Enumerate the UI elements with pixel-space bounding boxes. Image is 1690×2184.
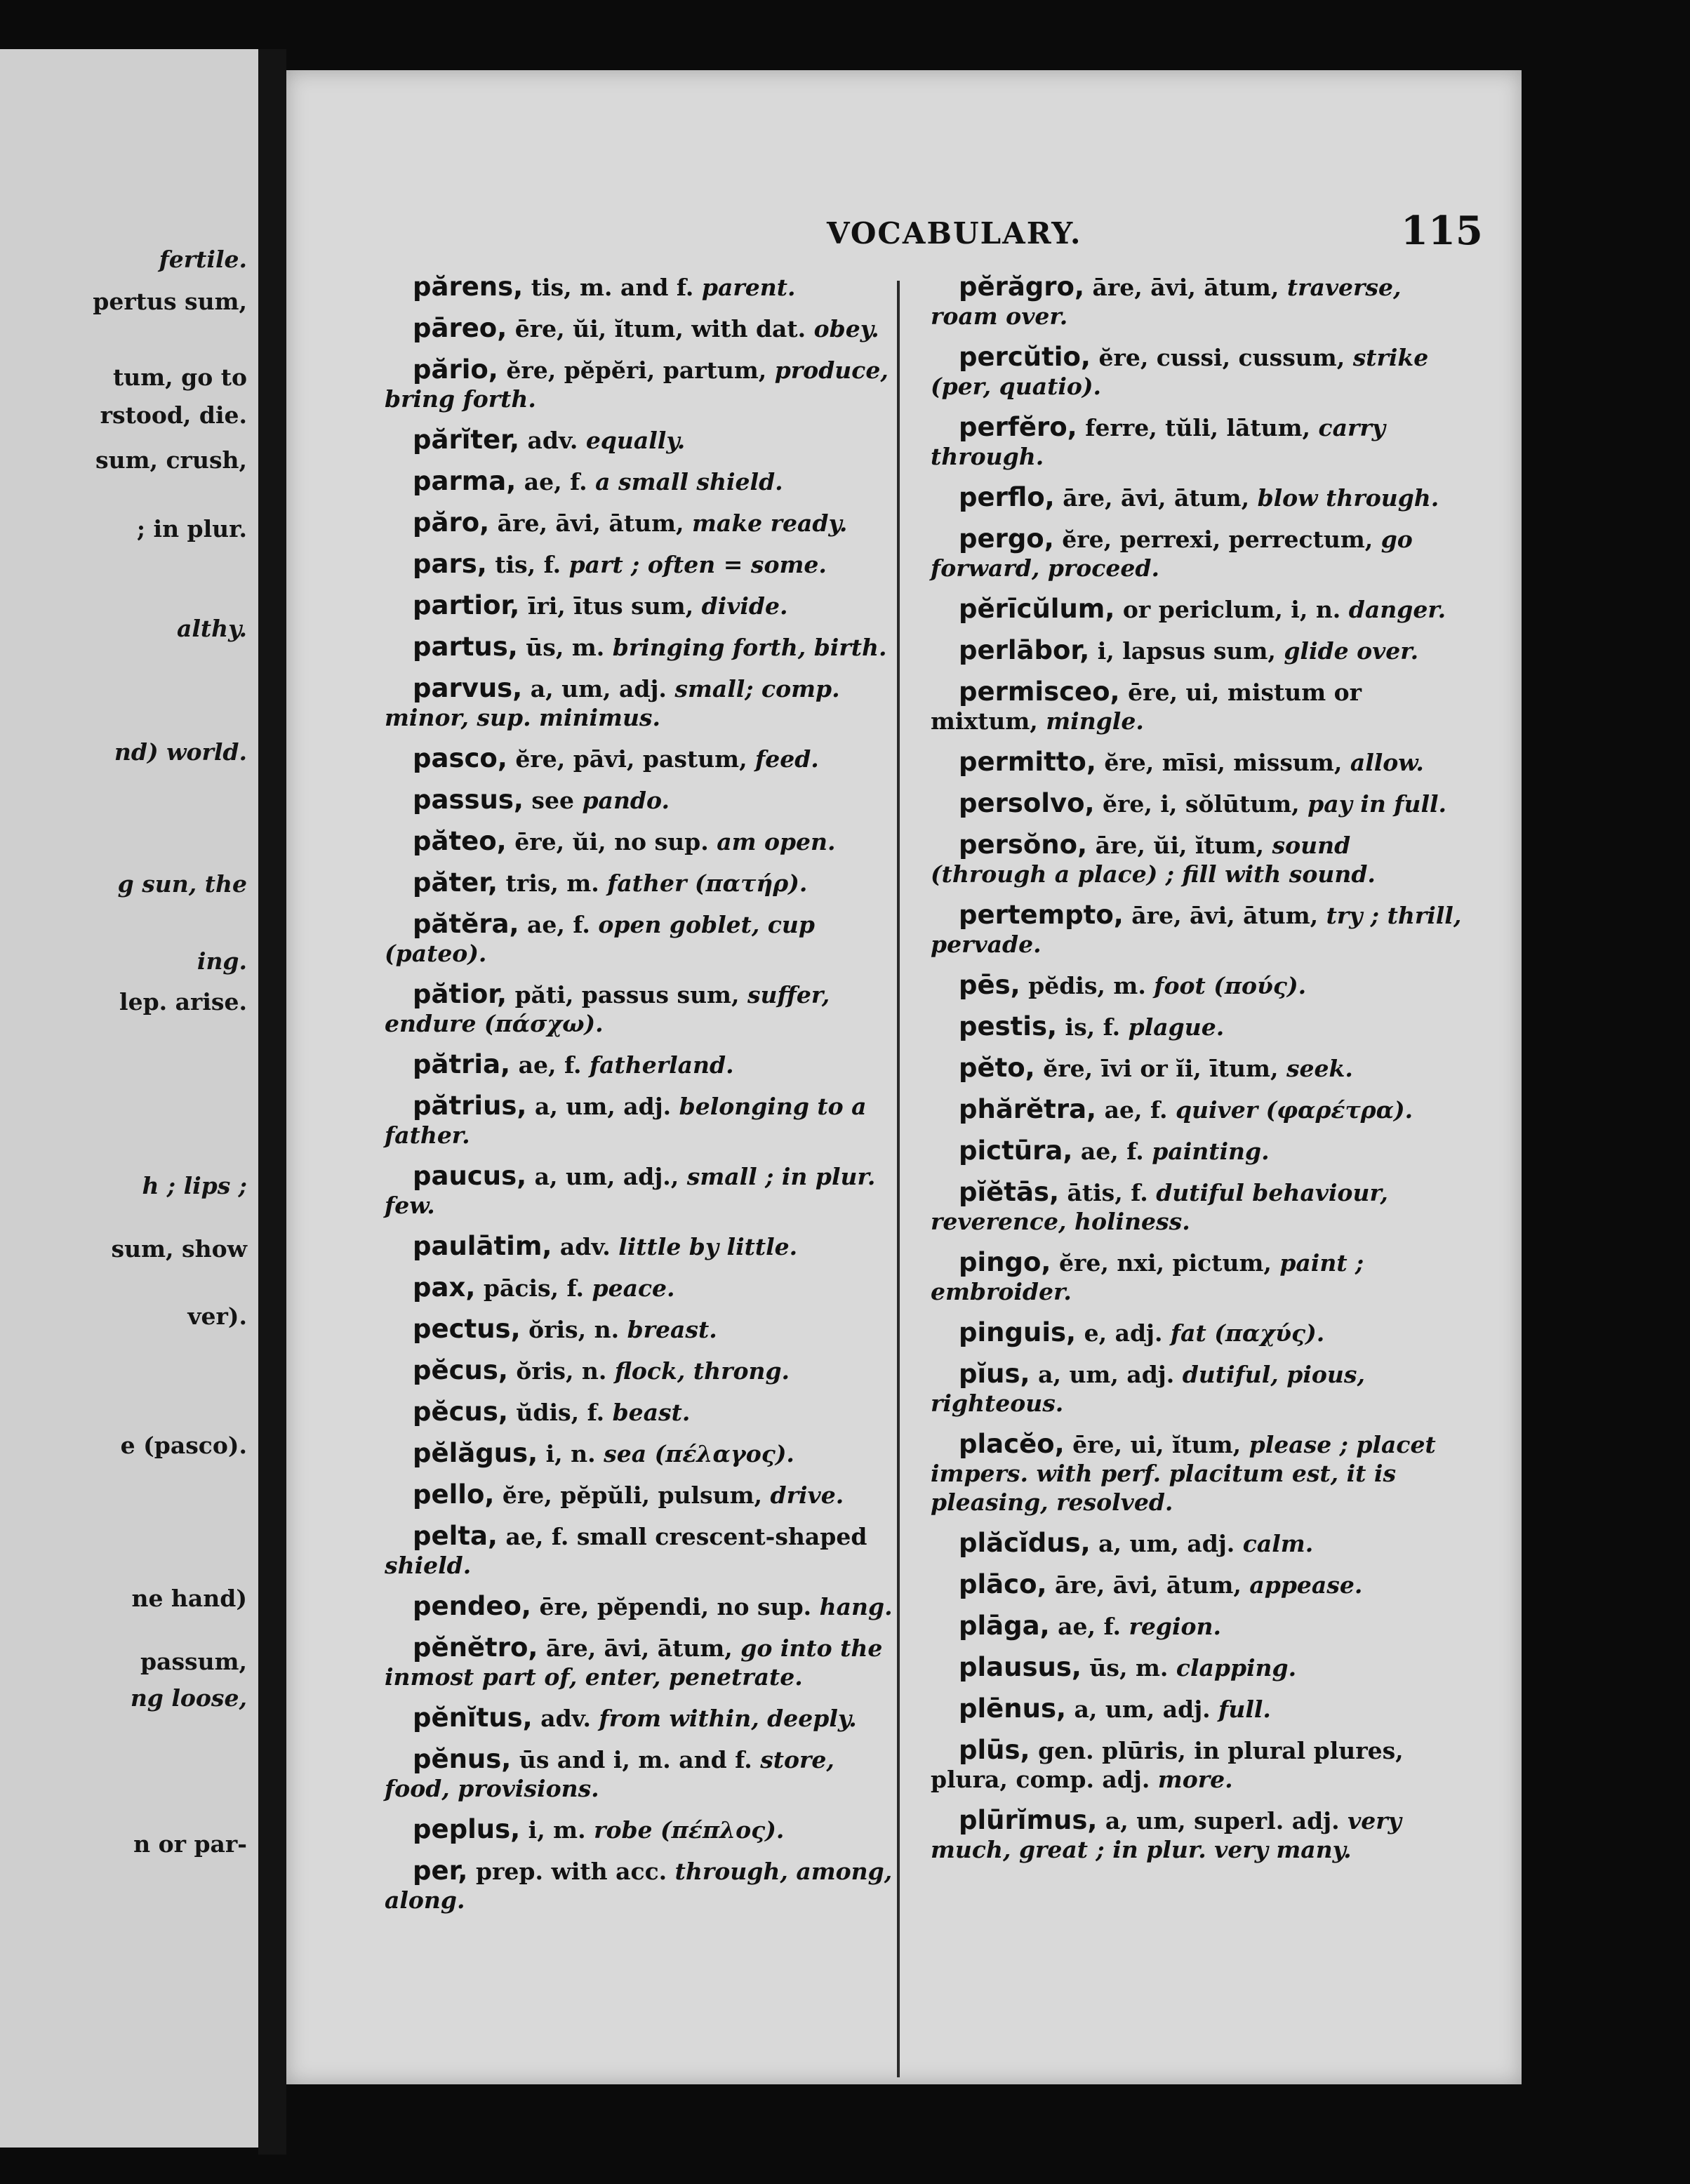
definition: am open. [717, 828, 836, 855]
headword: passus, [413, 785, 524, 815]
headword: păteo, [413, 826, 507, 856]
right-column [931, 272, 1464, 1876]
definition: please ; placet impers. with perf. placitum est, it is pleasing, resolved. [931, 1431, 1436, 1516]
headword: plūs, [959, 1735, 1030, 1765]
headword: pĭus, [959, 1359, 1030, 1389]
grammar-info: ŏris, n. [520, 1316, 627, 1343]
vocab-entry [385, 1273, 904, 1303]
definition: little by little. [618, 1233, 798, 1260]
headword: pĕnĕtro, [413, 1632, 538, 1663]
definition: through, among, along. [385, 1858, 893, 1914]
headword: pectus, [413, 1314, 521, 1344]
grammar-info: tris, m. [498, 870, 608, 897]
definition: belonging to a father. [385, 1093, 867, 1149]
headword: permitto, [959, 747, 1096, 777]
vocab-entry [385, 1397, 904, 1427]
previous-page-text-fragment: ng loose, [130, 1684, 247, 1712]
definition: go forward, proceed. [931, 526, 1413, 582]
grammar-info: ēre, pĕpendi, no sup. [531, 1593, 820, 1620]
previous-page-text-fragment: nd) world. [114, 738, 247, 766]
vocab-entry [931, 1359, 1464, 1418]
grammar-info: ĕre, cussi, cussum, [1090, 344, 1353, 371]
grammar-info: or periclum, i, n. [1115, 596, 1349, 623]
headword: părio, [413, 354, 498, 385]
headword: perflo, [959, 482, 1055, 512]
headword: păter, [413, 867, 498, 898]
headword: peplus, [413, 1814, 521, 1844]
vocab-entry [931, 1095, 1464, 1124]
grammar-info: āre, āvi, ātum, [1123, 902, 1326, 929]
grammar-info: ĕre, īvi or ĭi, ītum, [1034, 1055, 1286, 1082]
headword: pelta, [413, 1521, 498, 1551]
vocab-entry [385, 1856, 904, 1915]
headword: pēs, [959, 970, 1020, 1000]
definition: more. [1157, 1766, 1233, 1793]
grammar-info: ĕre, i, sŏlūtum, [1094, 790, 1308, 818]
headword: parma, [413, 466, 517, 496]
vocab-entry [385, 744, 904, 773]
definition: suffer, endure (πάσχω). [385, 981, 830, 1037]
vocab-entry [931, 636, 1464, 665]
vocab-entry [931, 1430, 1464, 1517]
headword: plāco, [959, 1569, 1047, 1599]
headword: pasco, [413, 743, 507, 773]
definition: try ; thrill, pervade. [931, 902, 1462, 958]
headword: pertempto, [959, 900, 1124, 930]
vocab-entry [385, 1439, 904, 1468]
grammar-info: a, um, adj. [1090, 1530, 1243, 1557]
previous-page-text-fragment: sum, show [111, 1235, 247, 1263]
definition: small; comp. minor, sup. minimus. [385, 675, 840, 731]
vocab-entry [931, 971, 1464, 1000]
definition: fatherland. [589, 1051, 734, 1079]
grammar-info: ūs, m. [517, 634, 613, 661]
grammar-info: āre, āvi, ātum, [489, 510, 693, 537]
headword: partior, [413, 590, 520, 620]
headword: plausus, [959, 1652, 1082, 1682]
grammar-info: ŭdis, f. [507, 1399, 613, 1426]
definition: dutiful behaviour, reverence, holiness. [931, 1179, 1388, 1235]
grammar-info: ĕre, perrexi, perrectum, [1053, 526, 1381, 553]
vocab-entry [931, 1653, 1464, 1682]
grammar-info: ātis, f. [1059, 1179, 1157, 1206]
previous-page-text-fragment: tum, go to [113, 364, 247, 391]
vocab-entry [385, 910, 904, 968]
grammar-info: ĕre, pĕpĕri, partum, [498, 357, 775, 384]
vocab-entry [385, 1314, 904, 1344]
grammar-info: i, lapsus sum, [1089, 637, 1284, 665]
page-edge [1522, 70, 1690, 2084]
headword: permisceo, [959, 677, 1120, 707]
definition: region. [1129, 1613, 1221, 1640]
vocab-entry [385, 272, 904, 302]
previous-page-text-fragment: ing. [197, 947, 247, 975]
vocab-entry [931, 1806, 1464, 1864]
grammar-info: āre, āvi, ātum, [1054, 484, 1258, 512]
page [286, 70, 1522, 2084]
definition: peace. [592, 1274, 675, 1302]
previous-page-text-fragment: ; in plur. [136, 515, 247, 542]
page-number: 115 [1401, 208, 1483, 254]
headword: părens, [413, 272, 524, 302]
running-head: VOCABULARY. [827, 216, 1082, 251]
headword: pĕrăgro, [959, 272, 1085, 302]
headword: pătrius, [413, 1091, 527, 1121]
previous-page-text-fragment: n or par- [133, 1830, 247, 1858]
definition: clapping. [1176, 1654, 1297, 1682]
previous-page-fragment [0, 49, 258, 2148]
headword: pĕrīcŭlum, [959, 594, 1115, 624]
grammar-info: ūs and i, m. and f. [511, 1746, 761, 1773]
previous-page-text-fragment: pertus sum, [93, 288, 247, 315]
definition: pay in full. [1308, 790, 1447, 818]
headword: pendeo, [413, 1591, 531, 1621]
vocab-entry [931, 594, 1464, 624]
headword: pax, [413, 1272, 476, 1303]
vocab-entry [385, 1745, 904, 1803]
vocab-entry [385, 591, 904, 620]
vocab-entry [931, 1529, 1464, 1558]
grammar-info: ae, f. [1072, 1138, 1152, 1165]
grammar-info: āre, āvi, ātum, [1046, 1571, 1250, 1599]
headword: parvus, [413, 673, 523, 703]
previous-page-text-fragment: lep. arise. [119, 988, 247, 1016]
vocab-entry [931, 677, 1464, 735]
headword: pĕcus, [413, 1355, 508, 1385]
grammar-info: is, f. [1057, 1013, 1129, 1041]
headword: pătĕra, [413, 909, 519, 939]
definition: dutiful, pious, righteous. [931, 1361, 1365, 1417]
grammar-info: a, um, superl. adj. [1097, 1807, 1348, 1835]
definition: shield. [385, 1552, 472, 1579]
definition: traverse, roam over. [931, 274, 1402, 330]
definition: from within, deeply. [599, 1705, 857, 1732]
definition: carry through. [931, 414, 1385, 470]
definition: very much, great ; in plur. very many. [931, 1807, 1402, 1863]
headword: pinguis, [959, 1317, 1077, 1347]
previous-page-text-fragment: g sun, the [117, 870, 247, 898]
definition: father (πατήρ). [607, 870, 808, 897]
definition: sea (πέλαγος). [604, 1440, 794, 1467]
vocab-entry [931, 272, 1464, 331]
vocab-entry [931, 524, 1464, 582]
grammar-info: adv. [552, 1233, 619, 1260]
definition: hang. [819, 1593, 893, 1620]
grammar-info: ae, f. [1049, 1613, 1129, 1640]
vocab-entry [385, 508, 904, 538]
vocab-entry [385, 1232, 904, 1261]
vocab-entry [385, 425, 904, 455]
grammar-info: īri, ītus sum, [519, 592, 702, 620]
grammar-info: ēre, ui, ĭtum, [1064, 1431, 1249, 1458]
headword: perlābor, [959, 635, 1090, 665]
headword: plāga, [959, 1611, 1050, 1641]
vocab-entry [385, 1091, 904, 1150]
definition: mingle. [1046, 707, 1144, 735]
headword: pars, [413, 549, 487, 579]
grammar-info: ferre, tŭli, lātum, [1077, 414, 1319, 441]
vocab-entry [385, 827, 904, 856]
vocab-entry [931, 1178, 1464, 1236]
grammar-info: ae, f. [510, 1051, 590, 1079]
definition: bringing forth, birth. [612, 634, 887, 661]
grammar-info: ae, f. [1096, 1096, 1176, 1124]
left-column [385, 272, 904, 1926]
vocab-entry [385, 314, 904, 343]
vocab-entry [385, 1703, 904, 1733]
grammar-info: a, um, adj. [522, 675, 675, 703]
vocab-entry [931, 342, 1464, 401]
headword: pĭĕtās, [959, 1177, 1059, 1207]
vocab-entry [385, 1592, 904, 1621]
vocab-entry [385, 674, 904, 732]
definition: breast. [627, 1316, 717, 1343]
vocab-entry [385, 632, 904, 662]
definition: strike (per, quatio). [931, 344, 1429, 400]
previous-page-text-fragment: h ; lips ; [142, 1172, 247, 1199]
grammar-info: adv. [519, 427, 586, 454]
vocab-entry [931, 1736, 1464, 1794]
definition: paint ; embroider. [931, 1249, 1364, 1305]
grammar-info: e, adj. [1076, 1319, 1171, 1347]
grammar-info: gen. plūris, in plural plures, plura, comp. adj. [931, 1737, 1404, 1793]
vocab-entry [931, 1248, 1464, 1306]
vocab-entry [931, 483, 1464, 512]
vocab-entry [931, 1570, 1464, 1599]
grammar-info: tis, m. and f. [523, 274, 702, 301]
grammar-info: prep. with acc. [467, 1858, 675, 1885]
grammar-info: see [523, 787, 583, 814]
vocab-entry [385, 1050, 904, 1079]
previous-page-text-fragment: e (pasco). [120, 1432, 247, 1459]
headword: pingo, [959, 1247, 1051, 1277]
vocab-entry [385, 1815, 904, 1844]
definition: feed. [755, 745, 819, 773]
definition: open goblet, cup (pateo). [385, 911, 815, 967]
grammar-info: pācis, f. [475, 1274, 592, 1302]
definition: produce, bring forth. [385, 357, 889, 413]
headword: pictūra, [959, 1136, 1073, 1166]
headword: pĕlăgus, [413, 1438, 538, 1468]
vocab-entry [385, 467, 904, 496]
grammar-info: i, m. [520, 1816, 594, 1844]
vocab-entry [385, 1522, 904, 1580]
vocab-entry [931, 1053, 1464, 1083]
headword: phărĕtra, [959, 1094, 1097, 1124]
grammar-info: ŏris, n. [507, 1357, 615, 1385]
grammar-info: āre, ŭi, ĭtum, [1087, 832, 1272, 859]
headword: pĕcus, [413, 1397, 508, 1427]
headword: pāreo, [413, 313, 507, 343]
previous-page-text-fragment: passum, [140, 1648, 247, 1675]
vocab-entry [385, 1633, 904, 1691]
definition: painting. [1152, 1138, 1270, 1165]
grammar-info: pĕdis, m. [1020, 972, 1155, 999]
definition: plague. [1128, 1013, 1225, 1041]
grammar-info: ae, f. [519, 911, 599, 938]
vocab-entry [385, 1356, 904, 1385]
grammar-info: a, um, adj. [526, 1093, 679, 1120]
previous-page-text-fragment: rstood, die. [100, 401, 247, 429]
headword: paulātim, [413, 1231, 552, 1261]
grammar-info: ēre, ŭi, no sup. [506, 828, 717, 855]
definition: divide. [701, 592, 788, 620]
definition: small ; in plur. few. [385, 1163, 876, 1219]
headword: persolvo, [959, 788, 1095, 818]
definition: glide over. [1284, 637, 1419, 665]
headword: per, [413, 1856, 468, 1886]
vocab-entry [931, 1694, 1464, 1724]
previous-page-text-fragment: sum, crush, [95, 446, 247, 474]
vocab-entry [931, 1136, 1464, 1166]
definition: pando. [582, 787, 670, 814]
headword: pătria, [413, 1049, 511, 1079]
headword: pĕnus, [413, 1744, 512, 1774]
definition: danger. [1348, 596, 1446, 623]
grammar-info: āre, āvi, ātum, [538, 1634, 741, 1662]
definition: fat (παχύς). [1170, 1319, 1325, 1347]
headword: pestis, [959, 1011, 1058, 1041]
grammar-info: ĕre, mīsi, missum, [1096, 749, 1350, 776]
headword: părĭter, [413, 425, 520, 455]
definition: parent. [701, 274, 796, 301]
definition: calm. [1242, 1530, 1314, 1557]
previous-page-text-fragment: ne hand) [131, 1585, 247, 1612]
previous-page-text-fragment: fertile. [159, 246, 247, 273]
definition: allow. [1350, 749, 1424, 776]
grammar-info: āre, āvi, ātum, [1084, 274, 1287, 301]
grammar-info: adv. [532, 1705, 599, 1732]
vocab-entry [385, 1480, 904, 1510]
grammar-info: ēre, ui, mistum or mixtum, [931, 679, 1362, 735]
definition: flock, throng. [614, 1357, 790, 1385]
headword: partus, [413, 632, 518, 662]
vocab-entry [385, 550, 904, 579]
grammar-info: tis, f. [486, 551, 569, 578]
definition: a small shield. [595, 468, 783, 495]
vocab-entry [931, 413, 1464, 471]
headword: pătior, [413, 979, 507, 1009]
vocab-entry [385, 1161, 904, 1220]
grammar-info: a, um, adj. [1066, 1696, 1219, 1723]
headword: pĕto, [959, 1053, 1035, 1083]
vocab-entry [931, 1611, 1464, 1641]
headword: perfĕro, [959, 412, 1077, 442]
definition: blow through. [1257, 484, 1439, 512]
definition: sound (through a place) ; fill with sound. [931, 832, 1376, 888]
headword: păro, [413, 507, 490, 538]
definition: quiver (φαρέτρα). [1175, 1096, 1413, 1124]
grammar-info: a, um, adj. [1030, 1361, 1183, 1388]
headword: plăcĭdus, [959, 1528, 1091, 1558]
headword: plēnus, [959, 1693, 1067, 1724]
headword: pĕnĭtus, [413, 1703, 533, 1733]
grammar-info: ae, f. small crescent-shaped [497, 1523, 867, 1550]
definition: robe (πέπλος). [594, 1816, 785, 1844]
grammar-info: ĕre, pĕpŭli, pulsum, [494, 1481, 771, 1509]
headword: persŏno, [959, 830, 1088, 860]
grammar-info: i, n. [538, 1440, 604, 1467]
grammar-info: ĕre, nxi, pictum, [1051, 1249, 1280, 1277]
grammar-info: a, um, adj., [526, 1163, 687, 1190]
definition: make ready. [692, 510, 848, 537]
definition: appease. [1249, 1571, 1363, 1599]
headword: plūrĭmus, [959, 1805, 1098, 1835]
book-gutter [258, 49, 286, 2155]
previous-page-text-fragment: althy. [176, 615, 247, 642]
vocab-entry [385, 868, 904, 898]
vocab-entry [385, 980, 904, 1038]
definition: store, food, provisions. [385, 1746, 834, 1802]
definition: foot (πούς). [1154, 972, 1307, 999]
definition: go into the inmost part of, enter, penetrate. [385, 1634, 883, 1691]
headword: percŭtio, [959, 342, 1091, 372]
headword: pello, [413, 1479, 495, 1510]
definition: seek. [1286, 1055, 1353, 1082]
grammar-info: ūs, m. [1081, 1654, 1176, 1682]
vocab-entry [385, 355, 904, 413]
vocab-entry [931, 789, 1464, 818]
definition: obey. [813, 315, 879, 342]
vocab-entry [931, 830, 1464, 888]
vocab-entry [931, 900, 1464, 959]
definition: part ; often = some. [568, 551, 827, 578]
definition: full. [1218, 1696, 1271, 1723]
headword: paucus, [413, 1161, 527, 1191]
vocab-entry [931, 1012, 1464, 1041]
headword: pergo, [959, 524, 1054, 554]
definition: beast. [612, 1399, 691, 1426]
vocab-entry [931, 1318, 1464, 1347]
headword: placĕo, [959, 1429, 1065, 1459]
grammar-info: ēre, ŭi, ĭtum, with dat. [507, 315, 814, 342]
grammar-info: ae, f. [516, 468, 596, 495]
vocab-entry [931, 747, 1464, 777]
previous-page-text-fragment: ver). [187, 1303, 247, 1330]
definition: equally. [585, 427, 686, 454]
definition: drive. [770, 1481, 844, 1509]
grammar-info: păti, passus sum, [507, 981, 747, 1008]
grammar-info: ĕre, pāvi, pastum, [507, 745, 756, 773]
vocab-entry [385, 785, 904, 815]
